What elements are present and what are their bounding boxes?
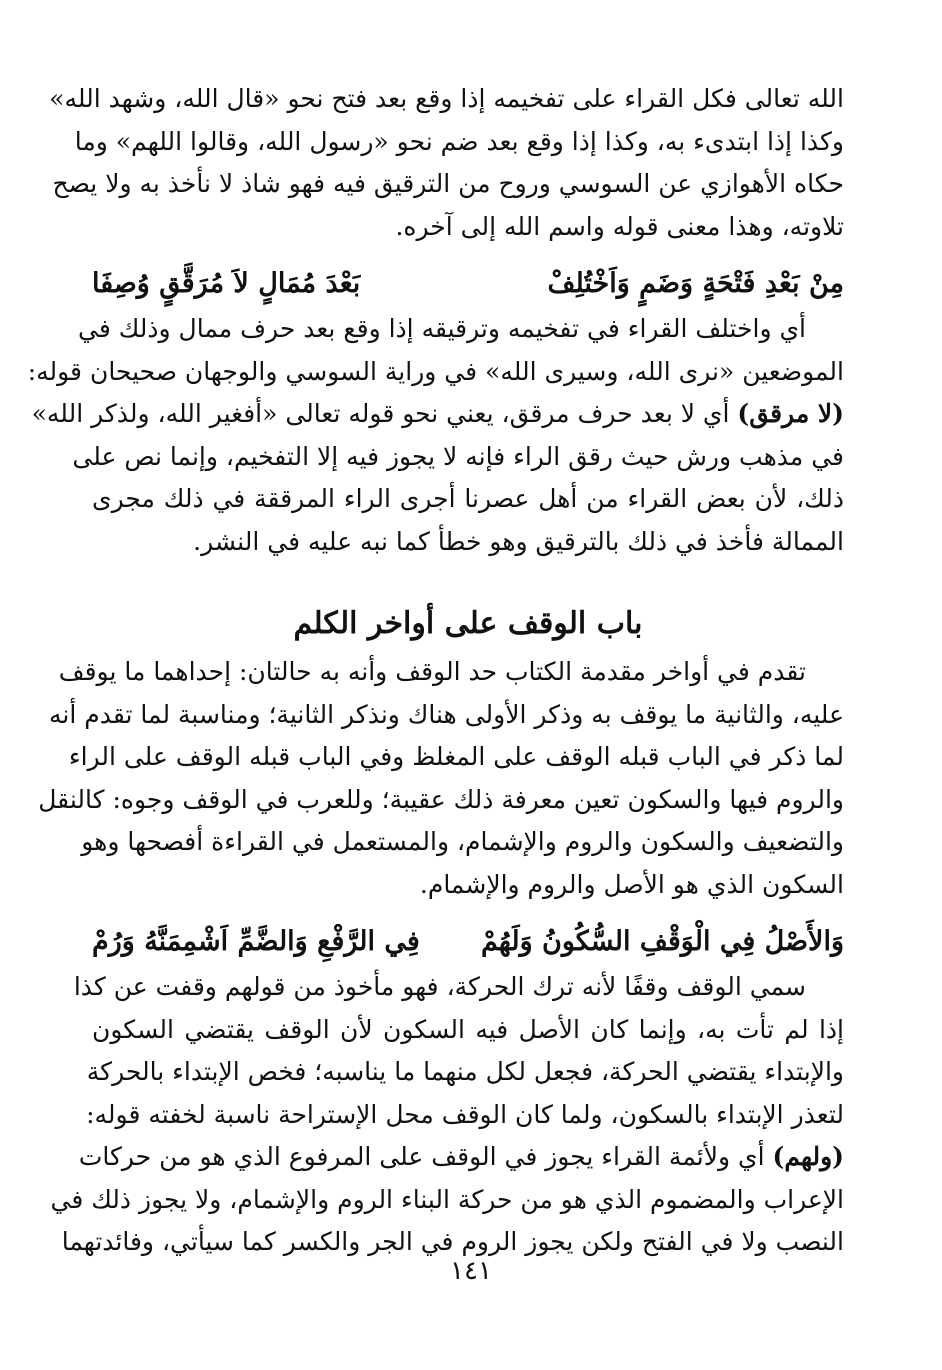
paragraph-2 xyxy=(27,308,844,563)
text-line: والتضعيف والسكون والروم والإشمام، والمستعمل في القراءة أفصحها وهو xyxy=(81,827,844,856)
verse-1-first-hemistich: مِنْ بَعْدِ فَتْحَةٍ وَضَمٍ وَاَخْتُلِفْ xyxy=(547,268,844,299)
text-line-with-keyword xyxy=(78,1136,844,1179)
text-line-with-keyword xyxy=(31,393,844,436)
text-line-rest: أي ولأئمة القراء يجوز في الوقف على المرفوع الذي هو من حركات xyxy=(78,1142,765,1171)
section-heading: باب الوقف على أواخر الكلم xyxy=(293,606,643,641)
paragraph-4 xyxy=(50,966,844,1264)
verse-1 xyxy=(92,262,844,306)
text-line: الموضعين «نرى الله، وسيرى الله» في وراية السوسي والوجهان صحيحان قوله: xyxy=(27,356,844,386)
text-line: أي واختلف القراء في تفخيمه وترقيقه إذا وقع بعد حرف ممال وذلك في xyxy=(77,314,806,343)
paragraph-3 xyxy=(38,651,844,906)
text-line: السكون الذي هو الأصل والروم والإشمام. xyxy=(419,869,844,899)
text-line: الممالة فأخذ في ذلك بالترقيق وهو خطأ كما نبه عليه في النشر. xyxy=(193,526,844,556)
text-line: سمي الوقف وقفًا لأنه ترك الحركة، فهو مأخوذ من قولهم وقفت عن كذا xyxy=(73,972,806,1001)
text-line: لما ذكر في الباب قبله الوقف على المغلظ وفي الباب قبله الوقف على الراء xyxy=(68,742,844,771)
text-line: إذا لم تأت به، وإنما كان الأصل فيه السكون لأن الوقف يقتضي السكون xyxy=(92,1014,844,1044)
text-line-rest: أي لا بعد حرف مرقق، يعني نحو قوله تعالى «أفغير الله، ولذكر الله» xyxy=(31,399,730,428)
verse-2-second-hemistich: فِي الرَّفْعِ وَالضَّمِّ اَشْمِمَنَّهُ وَرُمْ xyxy=(92,926,420,957)
verse-1-second-hemistich: بَعْدَ مُمَالٍ لاَ مُرَقَّقٍ وُصِفَا xyxy=(92,268,361,299)
text-line: الإعراب والمضموم الذي هو من حركة البناء الروم والإشمام، ولا يجوز ذلك في xyxy=(50,1184,844,1214)
paragraph-1 xyxy=(49,78,844,248)
text-line: وكذا إذا ابتدىء به، وكذا إذا وقع بعد ضم نحو «رسول الله، وقالوا اللهم» وما xyxy=(74,126,844,156)
text-line: عليه، والثانية ما يوقف به وذكر الأولى هناك ونذكر الثانية؛ ومناسبة لما تقدم أنه xyxy=(48,699,844,729)
keyword-wa-lahum: (ولهم) xyxy=(772,1142,844,1171)
verse-2-first-hemistich: وَالأَصْلُ فِي الْوَقْفِ السُّكُونُ وَلَهُمْ xyxy=(480,926,844,957)
text-line: والإبتداء يقتضي الحركة، فجعل لكل منهما ما يناسبه؛ فخص الإبتداء بالحركة xyxy=(86,1057,844,1086)
text-line: تلاوته، وهذا معنى قوله واسم الله إلى آخره. xyxy=(395,211,844,241)
text-line: تقدم في أواخر مقدمة الكتاب حد الوقف وأنه به حالتان: إحداهما ما يوقف xyxy=(58,657,806,686)
text-line: النصب ولا في الفتح ولكن يجوز الروم في الجر والكسر كما سيأتي، وفائدتهما xyxy=(61,1227,844,1256)
text-line: لتعذر الإبتداء بالسكون، ولما كان الوقف محل الإستراحة ناسبة لخفته قوله: xyxy=(86,1099,844,1129)
text-line: في مذهب ورش حيث رقق الراء فإنه لا يجوز فيه إلا التفخيم، وإنما نص على xyxy=(72,441,844,471)
page-number: ١٤١ xyxy=(450,1256,492,1286)
text-line: والروم فيها والسكون تعين معرفة ذلك عقيبة؛ وللعرب في الوقف وجوه: كالنقل xyxy=(38,784,844,814)
keyword-la-muraqqaq: (لا مرقق) xyxy=(737,399,844,428)
text-line: ذلك، لأن بعض القراء من أهل عصرنا أجرى الراء المرققة في ذلك مجرى xyxy=(92,484,844,513)
text-line: الله تعالى فكل القراء على تفخيمه إذا وقع بعد فتح نحو «قال الله، وشهد الله» xyxy=(49,84,844,113)
text-line: حكاه الأهوازي عن السوسي وروح من الترقيق فيه فهو شاذ لا نأخذ به ولا يصح xyxy=(52,169,844,198)
verse-2 xyxy=(92,920,844,964)
